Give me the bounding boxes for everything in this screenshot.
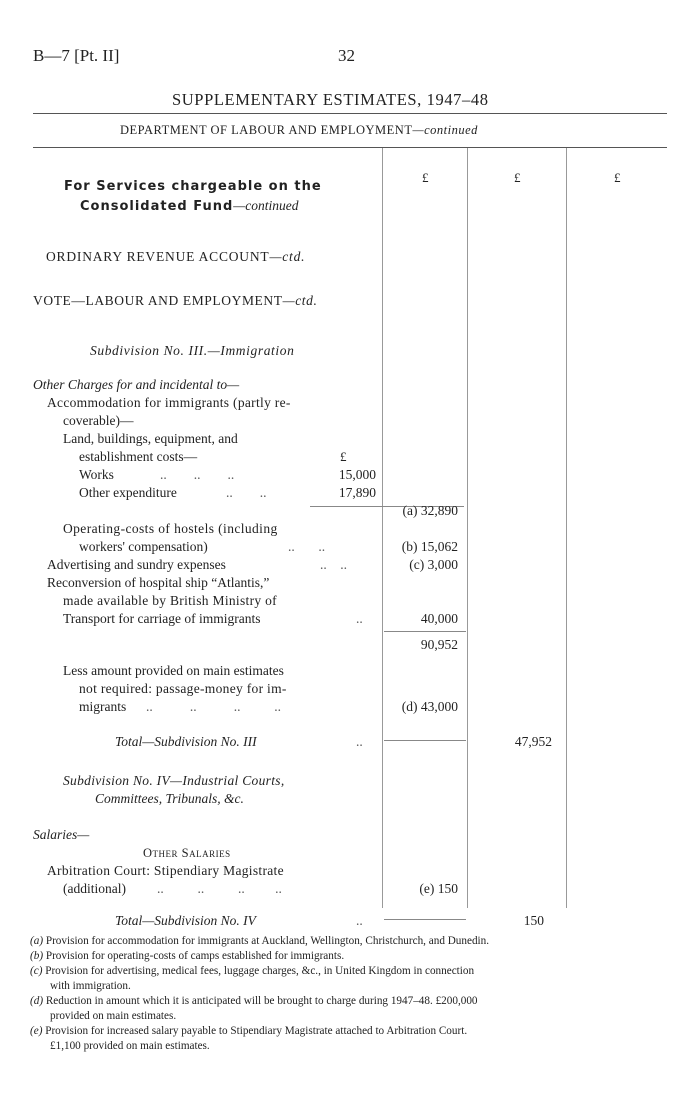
footnote-text: Provision for operating-costs of camps established for immigrants. [45, 950, 345, 962]
subdivision-3-heading: Subdivision No. III.—Immigration [90, 343, 295, 358]
subdivision-4-heading-line2: Committees, Tribunals, &c. [95, 791, 244, 806]
services-heading-line2 [80, 197, 299, 215]
footnote-mark: (b) [30, 950, 44, 962]
footnote-mark: (a) [30, 935, 44, 947]
footnote-text: Reduction in amount which it is anticipated will be brought to charge during 1947–48. £200,000 [45, 995, 478, 1007]
table-top-rule [33, 147, 667, 148]
leader-dots: .. .. [226, 485, 267, 500]
page-title: SUPPLEMENTARY ESTIMATES, 1947–48 [172, 90, 489, 109]
salaries-label: Salaries— [33, 827, 90, 842]
footnote-text: Provision for accommodation for immigrants at Auckland, Wellington, Christchurch, and Dunedin. [45, 935, 490, 947]
subdivision-3-total-value: 47,952 [514, 734, 552, 749]
leader-dots: .. .. .. .. [146, 699, 281, 714]
footnote-d [30, 995, 478, 1007]
operating-line1: Operating-costs of hostels (including [63, 521, 278, 536]
sum-rule [384, 631, 466, 632]
less-line1: Less amount provided on main estimates [63, 663, 284, 678]
leader-dots: .. .. [288, 539, 326, 554]
vote-name: VOTE—LABOUR AND EMPLOYMENT [33, 293, 283, 308]
other-salaries-label: Other Salaries [143, 846, 231, 860]
account-name: ORDINARY REVENUE ACCOUNT [46, 249, 270, 264]
services-fund: Consolidated Fund [80, 199, 234, 214]
footnote-text: Provision for advertising, medical fees, luggage charges, &c., in United Kingdom in connection [45, 965, 475, 977]
accommodation-line1: Accommodation for immigrants (partly re- [47, 395, 291, 410]
footnote-e-cont: £1,100 provided on main estimates. [50, 1040, 210, 1052]
subdivision-4-heading-line1: Subdivision No. IV—Industrial Courts, [63, 773, 285, 788]
reconversion-value: 40,000 [420, 611, 458, 626]
land-currency: £ [340, 449, 347, 464]
department-heading [120, 123, 478, 138]
leader-dots: .. [356, 734, 363, 749]
page-reference: B—7 [Pt. II] [33, 46, 120, 65]
land-total-value: (a) 32,890 [402, 503, 458, 518]
subdivision-3-total-label: Total—Subdivision No. III [115, 734, 257, 749]
advertising-value: (c) 3,000 [409, 557, 458, 572]
works-label: Works [79, 467, 114, 482]
column-divider-1 [382, 148, 383, 908]
accommodation-line2: coverable)— [63, 413, 134, 428]
leader-dots: .. [356, 913, 363, 928]
arbitration-value: (e) 150 [419, 881, 458, 896]
leader-dots: .. .. .. [160, 467, 235, 482]
title-rule [33, 113, 667, 114]
department-name: DEPARTMENT OF LABOUR AND EMPLOYMENT [120, 123, 413, 137]
total-rule [384, 919, 466, 920]
footnote-c [30, 965, 474, 977]
land-line2: establishment costs— [79, 449, 198, 464]
subtotal-value: 90,952 [420, 637, 458, 652]
less-line3: migrants [79, 699, 127, 714]
services-suffix: —continued [233, 198, 299, 213]
footnote-mark: (d) [30, 995, 44, 1007]
less-line2: not required: passage-money for im- [79, 681, 287, 696]
currency-col-1: £ [422, 170, 429, 185]
currency-col-3: £ [614, 170, 621, 185]
vote-heading [33, 293, 317, 309]
leader-dots: .. .. [320, 557, 347, 572]
page-number: 32 [338, 46, 355, 65]
footnote-text: Provision for increased salary payable to Stipendiary Magistrate attached to Arbitration Court. [45, 1025, 468, 1037]
works-value: 15,000 [338, 467, 376, 482]
less-value: (d) 43,000 [401, 699, 458, 714]
operating-line2: workers' compensation) [79, 539, 208, 554]
reconversion-line1: Reconversion of hospital ship “Atlantis,” [47, 575, 270, 590]
column-divider-2 [467, 148, 468, 908]
footnote-mark: (e) [30, 1025, 43, 1037]
footnote-b [30, 950, 344, 962]
footnote-mark: (c) [30, 965, 43, 977]
footnote-c-cont: with immigration. [50, 980, 131, 992]
department-suffix: —continued [412, 123, 478, 137]
account-suffix: —ctd. [269, 249, 306, 264]
account-heading [46, 249, 305, 265]
currency-col-2: £ [514, 170, 521, 185]
footnote-d-cont: provided on main estimates. [50, 1010, 177, 1022]
footnote-e [30, 1025, 467, 1037]
total-rule [384, 740, 466, 741]
reconversion-line2: made available by British Ministry of [63, 593, 277, 608]
other-charges-label: Other Charges for and incidental to— [33, 377, 240, 392]
column-divider-3 [566, 148, 567, 908]
footnote-a [30, 935, 489, 947]
reconversion-line3: Transport for carriage of immigrants [63, 611, 261, 626]
advertising-label: Advertising and sundry expenses [47, 557, 226, 572]
services-heading-line1: For Services chargeable on the [64, 179, 322, 194]
arbitration-line2: (additional) [63, 881, 126, 896]
vote-suffix: —ctd. [282, 293, 318, 308]
other-expenditure-value: 17,890 [338, 485, 376, 500]
subdivision-4-total-label: Total—Subdivision No. IV [115, 913, 256, 928]
other-expenditure-label: Other expenditure [79, 485, 177, 500]
subdivision-4-total-value: 150 [523, 913, 544, 928]
arbitration-line1: Arbitration Court: Stipendiary Magistrate [47, 863, 284, 878]
leader-dots: .. [356, 611, 363, 626]
leader-dots: .. .. .. .. [157, 881, 282, 896]
land-line1: Land, buildings, equipment, and [63, 431, 238, 446]
operating-value: (b) 15,062 [401, 539, 458, 554]
